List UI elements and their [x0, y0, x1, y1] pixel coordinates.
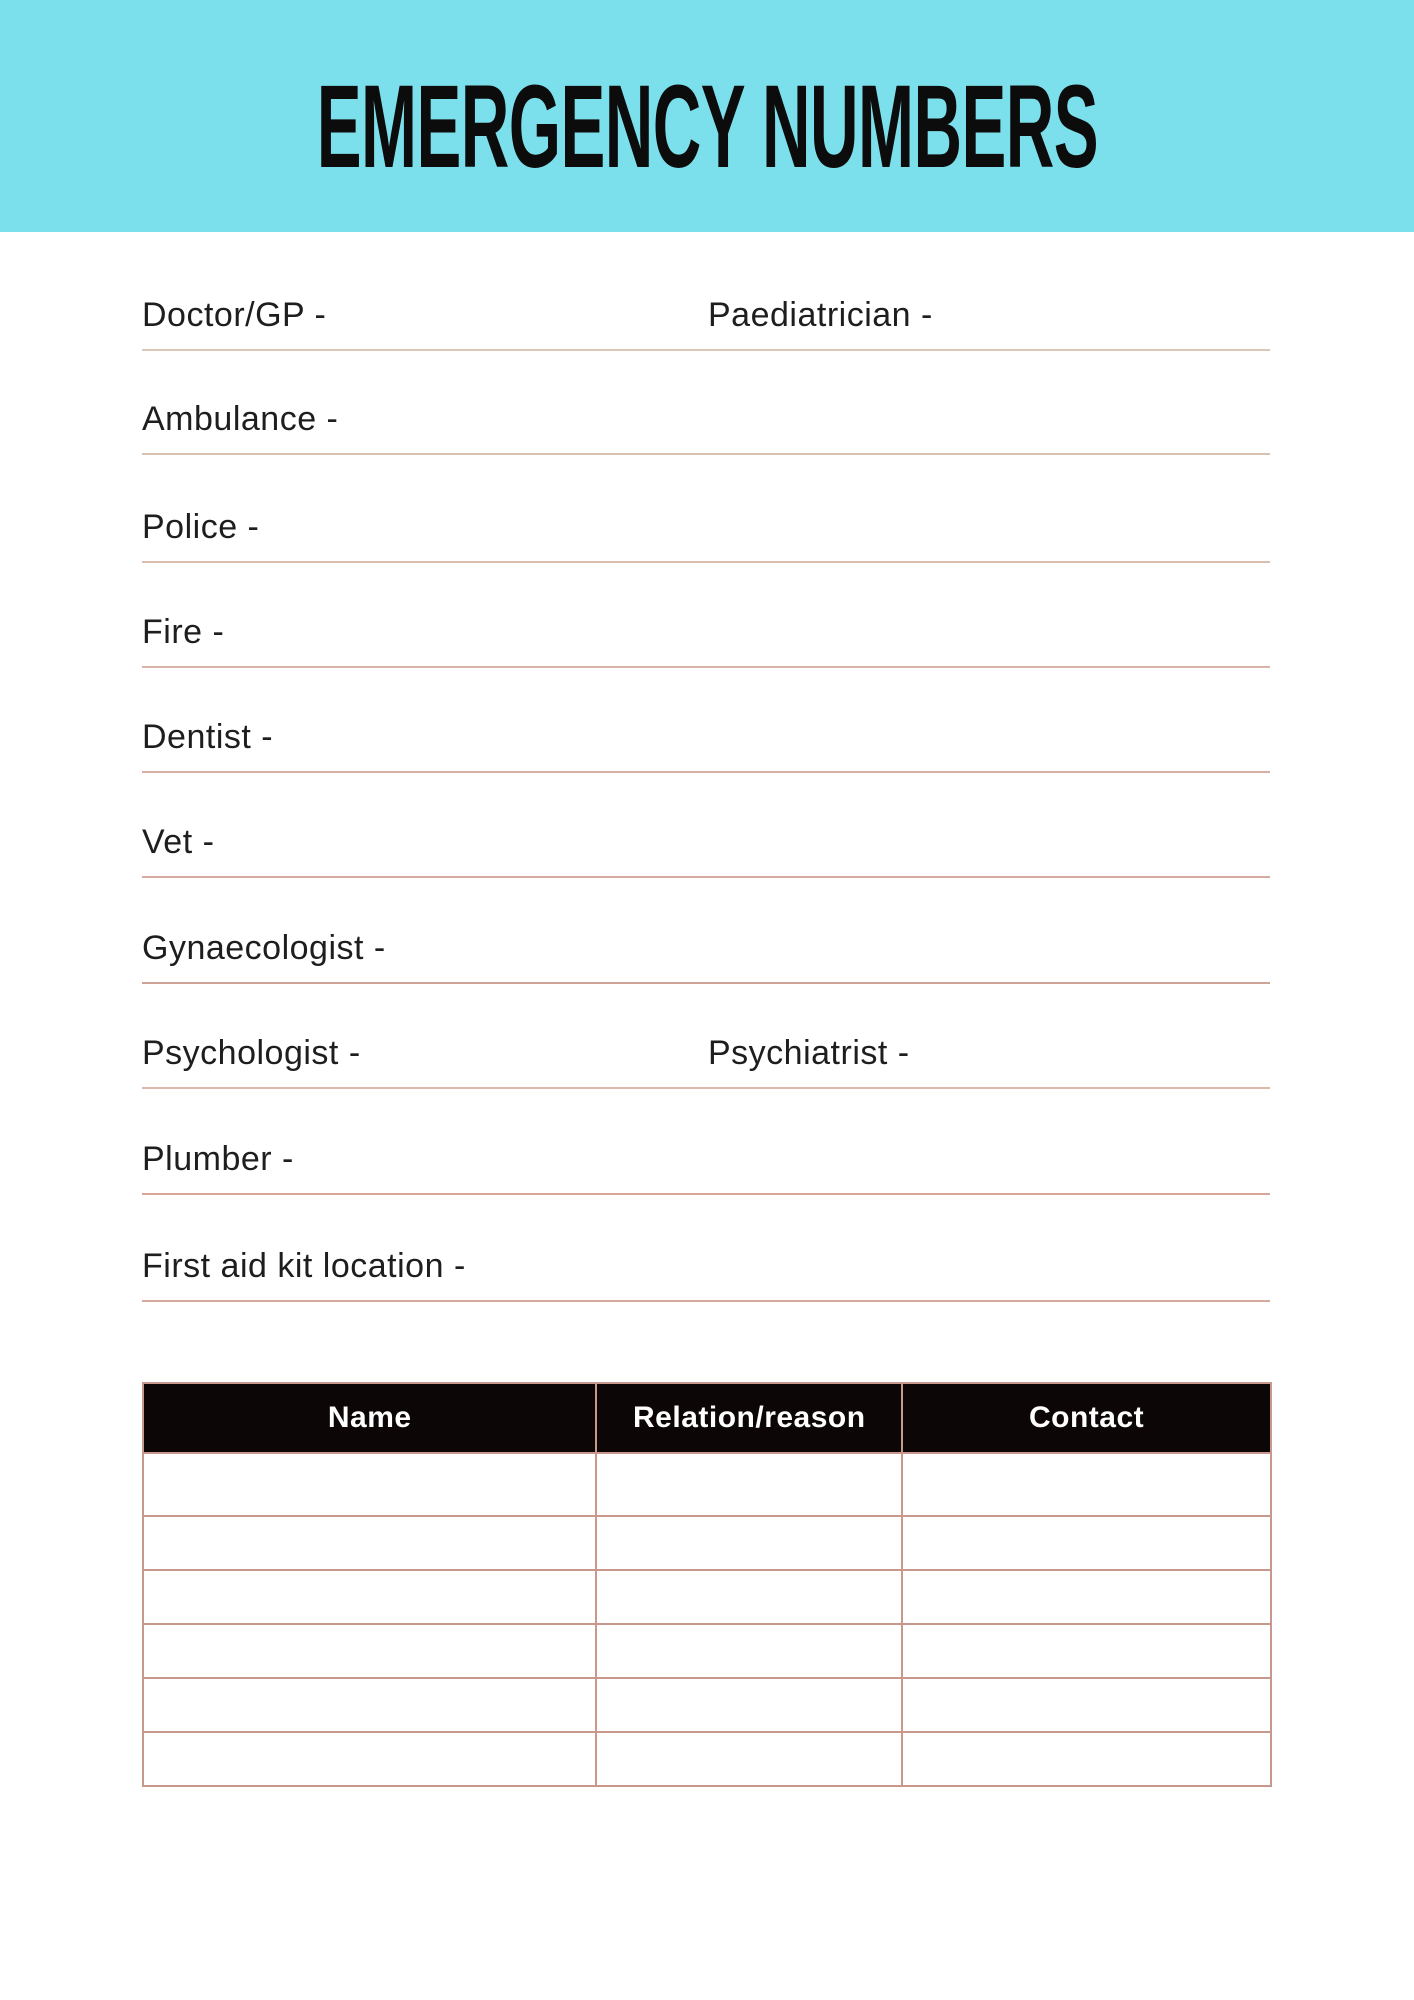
- column-header-contact: Contact: [902, 1383, 1271, 1453]
- field-label-first-aid-location: First aid kit location -: [142, 1247, 466, 1285]
- table-row: [143, 1570, 1271, 1624]
- cell-contact[interactable]: [902, 1624, 1271, 1678]
- field-gynaecologist[interactable]: [142, 898, 1270, 984]
- field-label-vet: Vet -: [142, 823, 215, 861]
- field-fire[interactable]: [142, 582, 1270, 668]
- field-label-fire: Fire -: [142, 613, 225, 651]
- field-dentist[interactable]: [142, 687, 1270, 773]
- field-label-gynaecologist: Gynaecologist -: [142, 929, 386, 967]
- cell-contact[interactable]: [902, 1678, 1271, 1732]
- cell-name[interactable]: [143, 1453, 596, 1516]
- cell-name[interactable]: [143, 1732, 596, 1786]
- field-label-dentist: Dentist -: [142, 718, 274, 756]
- field-vet[interactable]: [142, 792, 1270, 878]
- table-row: [143, 1453, 1271, 1516]
- cell-name[interactable]: [143, 1516, 596, 1570]
- field-label-psychologist: Psychologist -: [142, 1034, 361, 1072]
- contacts-table-wrap: [142, 1382, 1272, 1787]
- cell-relation[interactable]: [596, 1678, 902, 1732]
- contacts-table: [142, 1382, 1272, 1787]
- page-title: EMERGENCY NUMBERS: [316, 61, 1098, 193]
- field-label-ambulance: Ambulance -: [142, 400, 339, 438]
- cell-contact[interactable]: [902, 1516, 1271, 1570]
- field-plumber[interactable]: [142, 1109, 1270, 1195]
- column-header-relation-reason: Relation/reason: [596, 1383, 902, 1453]
- field-label-plumber: Plumber -: [142, 1140, 294, 1178]
- cell-name[interactable]: [143, 1624, 596, 1678]
- table-row: [143, 1732, 1271, 1786]
- field-label-paediatrician: Paediatrician -: [708, 296, 933, 334]
- field-psychologist[interactable]: [142, 1003, 1270, 1089]
- header-banner: [0, 0, 1414, 232]
- contacts-header-row: [143, 1383, 1271, 1453]
- cell-relation[interactable]: [596, 1453, 902, 1516]
- table-row: [143, 1678, 1271, 1732]
- cell-contact[interactable]: [902, 1453, 1271, 1516]
- table-row: [143, 1516, 1271, 1570]
- field-first-aid-location[interactable]: [142, 1216, 1270, 1302]
- cell-relation[interactable]: [596, 1516, 902, 1570]
- table-row: [143, 1624, 1271, 1678]
- cell-contact[interactable]: [902, 1732, 1271, 1786]
- field-doctor-gp[interactable]: [142, 265, 1270, 351]
- field-label-police: Police -: [142, 508, 260, 546]
- field-label-doctor-gp: Doctor/GP -: [142, 296, 327, 334]
- column-header-name: Name: [143, 1383, 596, 1453]
- cell-relation[interactable]: [596, 1570, 902, 1624]
- field-police[interactable]: [142, 477, 1270, 563]
- cell-name[interactable]: [143, 1570, 596, 1624]
- field-ambulance[interactable]: [142, 369, 1270, 455]
- cell-relation[interactable]: [596, 1732, 902, 1786]
- cell-name[interactable]: [143, 1678, 596, 1732]
- cell-relation[interactable]: [596, 1624, 902, 1678]
- cell-contact[interactable]: [902, 1570, 1271, 1624]
- field-label-psychiatrist: Psychiatrist -: [708, 1034, 910, 1072]
